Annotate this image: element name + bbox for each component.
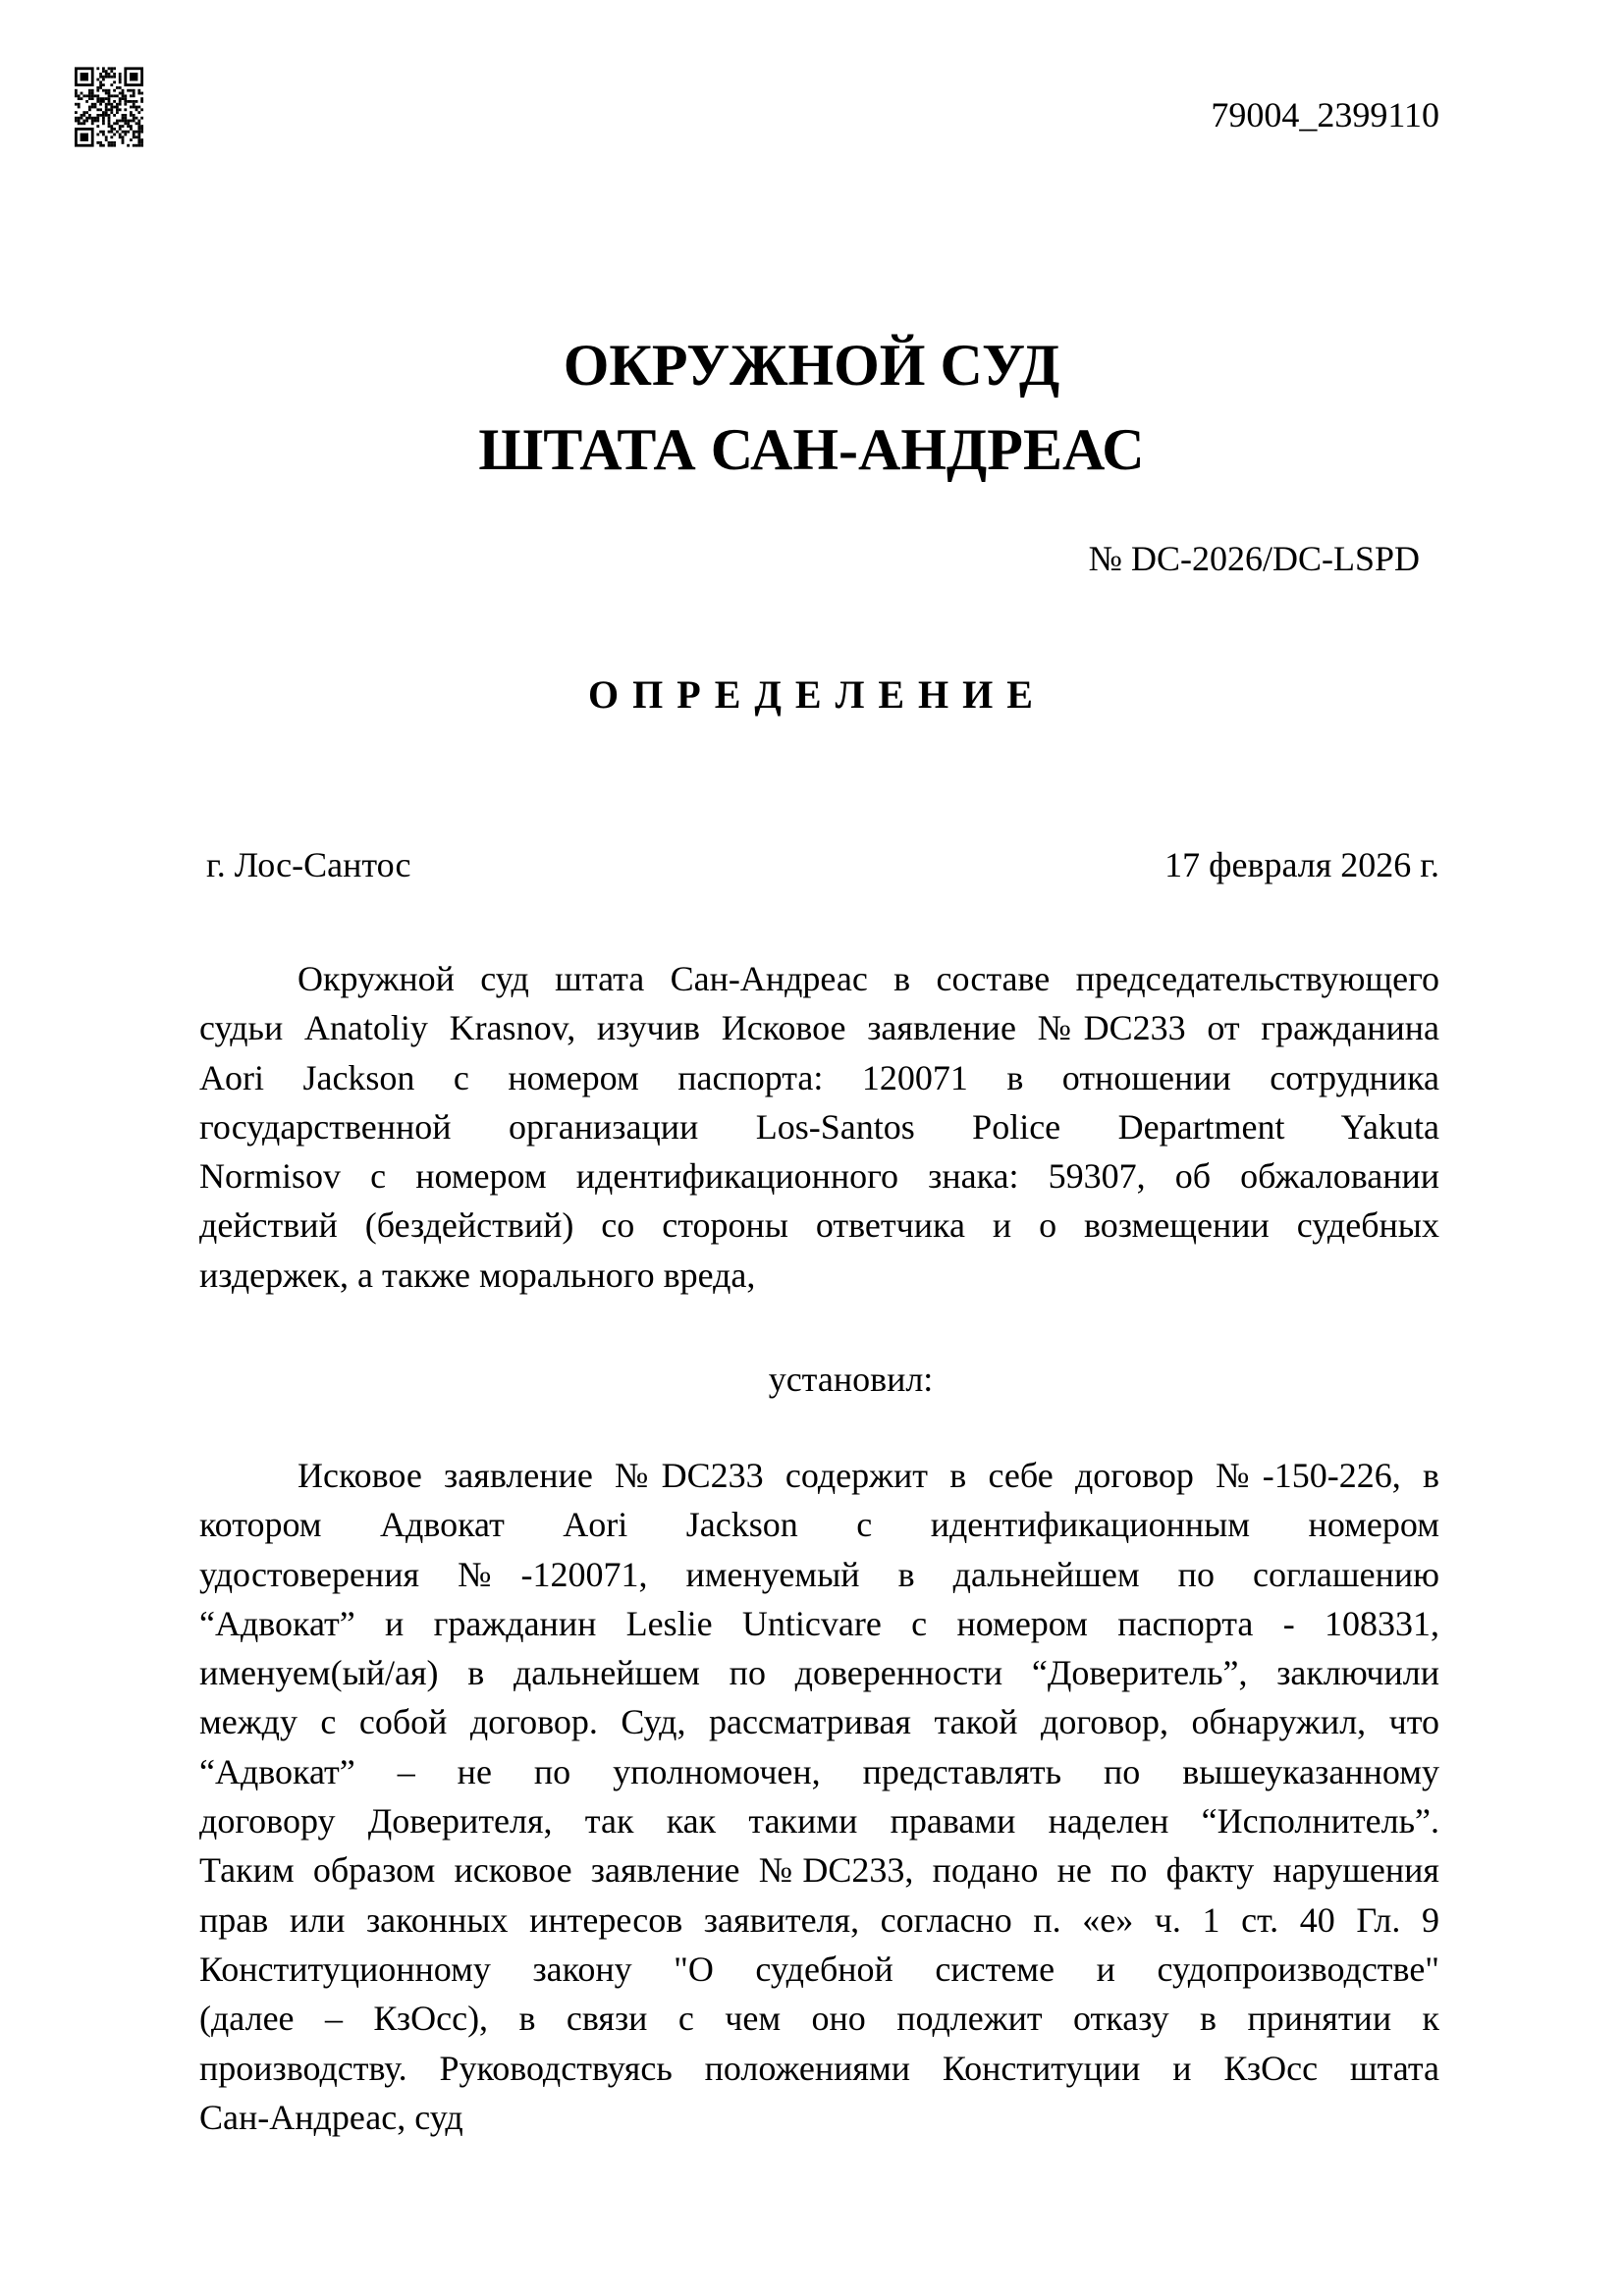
text-line: прав или законных интересов заявителя, согласно п. «е» ч. 1 ст. 40 Гл. 9 bbox=[199, 1899, 1439, 1940]
text-line: Исковое заявление №DC233 содержит в себе договор №-150-226, в bbox=[298, 1456, 1439, 1495]
case-number: № DC-2026/DC-LSPD bbox=[1088, 539, 1420, 578]
text-line: именуем(ый/ая) в дальнейшем по доверенности “Доверитель”, заключили bbox=[199, 1653, 1439, 1693]
text-line: между с собой договор. Суд, рассматривая такой договор, обнаружил, что bbox=[199, 1702, 1439, 1742]
text-line: “Адвокат” – не по уполномочен, представлять по вышеуказанному bbox=[199, 1751, 1439, 1791]
text-line: судьи Anatoliy Krasnov, изучив Исковое заявление №DC233 от гражданина bbox=[199, 1008, 1439, 1048]
text-line: Таким образом исковое заявление №DC233, подано не по факту нарушения bbox=[199, 1850, 1439, 1891]
text-line: (далее – КзОсс), в связи с чем оно подлежит отказу в принятии к bbox=[199, 1999, 1439, 2039]
text-line: договору Доверителя, так как такими правами наделен “Исполнитель”. bbox=[199, 1801, 1439, 1842]
text-line: “Адвокат” и гражданин Leslie Unticvare с номером паспорта - 108331, bbox=[199, 1603, 1439, 1643]
document-kind-heading: О П Р Е Д Е Л Е Н И Е bbox=[588, 672, 1035, 717]
established-heading: установил: bbox=[768, 1360, 934, 1399]
text-line: Aori Jackson с номером паспорта: 120071 в отношении сотрудника bbox=[199, 1057, 1439, 1097]
text-line: действий (бездействий) со стороны ответчика и о возмещении судебных bbox=[199, 1205, 1439, 1246]
court-title-line1: ОКРУЖНОЙ СУД bbox=[563, 333, 1060, 398]
text-line: Окружной суд штата Сан-Андреас в составе председательствующего bbox=[298, 959, 1439, 998]
text-line: удостоверения №-120071, именуемый в дальнейшем по соглашению bbox=[199, 1554, 1439, 1594]
text-line: производству. Руководствуясь положениями Конституции и КзОсс штата bbox=[199, 2048, 1439, 2088]
city: г. Лос-Сантос bbox=[206, 845, 411, 884]
text-line: Сан-Андреас, суд bbox=[199, 2097, 463, 2137]
court-title-line2: ШТАТА САН-АНДРЕАС bbox=[478, 417, 1145, 482]
text-line: котором Адвокат Aori Jackson с идентификационным номером bbox=[199, 1505, 1439, 1545]
paragraph-preamble bbox=[199, 954, 1439, 1300]
qr-code bbox=[75, 67, 143, 147]
text-line: государственной организации Los-Santos Police Department Yakuta bbox=[199, 1106, 1439, 1147]
text-line: Конституционному закону "О судебной системе и судопроизводстве" bbox=[199, 1949, 1439, 1989]
document-date: 17 февраля 2026 г. bbox=[1164, 845, 1439, 884]
paragraph-findings bbox=[199, 1451, 1439, 2142]
document-id: 79004_2399110 bbox=[1211, 95, 1439, 134]
text-line: Normisov с номером идентификационного знака: 59307, об обжаловании bbox=[199, 1156, 1439, 1197]
text-line: издержек, а также морального вреда, bbox=[199, 1255, 756, 1295]
